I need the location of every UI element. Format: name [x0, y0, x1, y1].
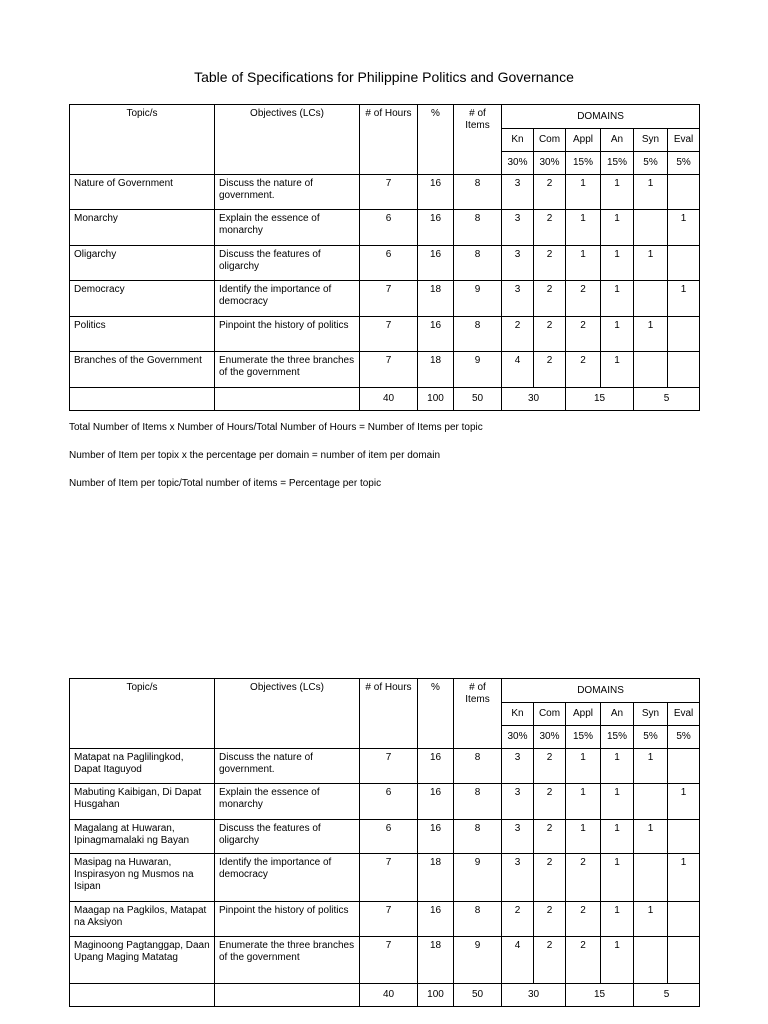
domain-name-cell: Appl	[566, 129, 601, 152]
hours-cell: 7	[360, 937, 418, 984]
items-cell: 8	[454, 317, 502, 352]
domain-value-cell: 2	[566, 902, 601, 937]
domain-value-cell: 1	[601, 210, 634, 246]
domain-value-cell: 3	[502, 854, 534, 902]
percent-header: %	[418, 105, 454, 175]
domain-value-cell: 4	[502, 352, 534, 388]
table-row	[70, 210, 700, 246]
percent-cell: 18	[418, 854, 454, 902]
topic-header: Topic/s	[70, 105, 215, 175]
domain-value-cell	[634, 210, 668, 246]
domain-value-cell: 1	[668, 281, 700, 317]
domain-value-cell: 1	[601, 854, 634, 902]
items-cell: 8	[454, 784, 502, 820]
formula-note-1: Total Number of Items x Number of Hours/Total Number of Hours = Number of Items per topic	[69, 422, 483, 433]
domain-value-cell: 1	[601, 317, 634, 352]
percent-cell: 16	[418, 317, 454, 352]
percent-cell: 16	[418, 902, 454, 937]
domain-percent-cell: 5%	[668, 152, 700, 175]
objectives-header: Objectives (LCs)	[215, 105, 360, 175]
totals-empty-cell	[70, 388, 215, 411]
domain-value-cell: 1	[601, 281, 634, 317]
domain-value-cell: 2	[534, 175, 566, 210]
domain-percent-cell: 15%	[601, 726, 634, 749]
total-items-cell: 50	[454, 388, 502, 411]
domain-value-cell	[634, 281, 668, 317]
domain-value-cell: 1	[668, 854, 700, 902]
topic-cell: Masipag na Huwaran, Inspirasyon ng Musmos na Isipan	[70, 854, 215, 902]
domain-value-cell: 2	[534, 317, 566, 352]
hours-header: # of Hours	[360, 105, 418, 175]
domain-value-cell: 2	[534, 749, 566, 784]
domain-value-cell: 2	[534, 784, 566, 820]
table-row	[70, 246, 700, 281]
domain-value-cell: 2	[534, 854, 566, 902]
items-cell: 8	[454, 210, 502, 246]
hours-cell: 7	[360, 317, 418, 352]
percent-cell: 18	[418, 937, 454, 984]
domain-value-cell	[634, 784, 668, 820]
percent-cell: 16	[418, 784, 454, 820]
objective-cell: Pinpoint the history of politics	[215, 902, 360, 937]
formula-note-2: Number of Item per topix x the percentage per domain = number of item per domain	[69, 450, 441, 461]
domain-value-cell: 2	[534, 246, 566, 281]
domain-value-cell: 1	[634, 902, 668, 937]
domain-name-cell: Eval	[668, 129, 700, 152]
domain-percent-cell: 30%	[534, 726, 566, 749]
objective-cell: Explain the essence of monarchy	[215, 784, 360, 820]
domain-value-cell: 1	[601, 820, 634, 854]
totals-empty-cell	[215, 388, 360, 411]
domain-value-cell: 1	[601, 175, 634, 210]
items-cell: 8	[454, 820, 502, 854]
domain-name-cell: Syn	[634, 703, 668, 726]
domain-percent-cell: 15%	[566, 152, 601, 175]
objective-cell: Discuss the nature of government.	[215, 749, 360, 784]
items-cell: 9	[454, 854, 502, 902]
header-row	[70, 105, 700, 129]
total-appl-an-cell: 15	[566, 984, 634, 1007]
domain-value-cell: 1	[634, 749, 668, 784]
total-items-cell: 50	[454, 984, 502, 1007]
specification-table-1	[69, 104, 700, 411]
topic-cell: Oligarchy	[70, 246, 215, 281]
table-row	[70, 820, 700, 854]
domain-value-cell: 1	[668, 784, 700, 820]
domain-value-cell: 1	[634, 820, 668, 854]
hours-cell: 7	[360, 175, 418, 210]
totals-row	[70, 388, 700, 411]
hours-cell: 7	[360, 854, 418, 902]
domain-value-cell: 3	[502, 175, 534, 210]
domain-value-cell	[634, 352, 668, 388]
topic-cell: Matapat na Paglilingkod, Dapat Itaguyod	[70, 749, 215, 784]
total-syn-eval-cell: 5	[634, 388, 700, 411]
total-percent-cell: 100	[418, 984, 454, 1007]
hours-header: # of Hours	[360, 679, 418, 749]
domain-value-cell: 4	[502, 937, 534, 984]
domain-percent-cell: 5%	[668, 726, 700, 749]
domain-name-cell: Eval	[668, 703, 700, 726]
domain-percent-cell: 15%	[566, 726, 601, 749]
table-row	[70, 854, 700, 902]
domain-value-cell	[634, 854, 668, 902]
domain-value-cell: 1	[601, 749, 634, 784]
domain-value-cell: 2	[534, 937, 566, 984]
domain-value-cell: 3	[502, 281, 534, 317]
total-kn-com-cell: 30	[502, 388, 566, 411]
domain-value-cell: 1	[601, 902, 634, 937]
domain-value-cell: 1	[566, 820, 601, 854]
table-row	[70, 175, 700, 210]
objective-cell: Explain the essence of monarchy	[215, 210, 360, 246]
domain-value-cell	[668, 317, 700, 352]
percent-cell: 18	[418, 281, 454, 317]
total-hours-cell: 40	[360, 984, 418, 1007]
domain-value-cell: 1	[566, 784, 601, 820]
domain-value-cell	[668, 352, 700, 388]
domain-value-cell: 3	[502, 246, 534, 281]
topic-cell: Maagap na Pagkilos, Matapat na Aksiyon	[70, 902, 215, 937]
domain-value-cell: 1	[601, 352, 634, 388]
formula-note-3: Number of Item per topic/Total number of items = Percentage per topic	[69, 478, 382, 489]
domain-value-cell: 1	[566, 210, 601, 246]
objective-cell: Enumerate the three branches of the government	[215, 352, 360, 388]
domain-value-cell: 2	[502, 902, 534, 937]
hours-cell: 6	[360, 246, 418, 281]
domain-percent-cell: 15%	[601, 152, 634, 175]
domain-value-cell	[634, 937, 668, 984]
objective-cell: Discuss the features of oligarchy	[215, 246, 360, 281]
objective-cell: Discuss the nature of government.	[215, 175, 360, 210]
objective-cell: Pinpoint the history of politics	[215, 317, 360, 352]
domain-name-cell: An	[601, 129, 634, 152]
table-row	[70, 281, 700, 317]
percent-header: %	[418, 679, 454, 749]
domain-value-cell: 2	[534, 210, 566, 246]
percent-cell: 16	[418, 820, 454, 854]
domain-value-cell: 2	[534, 820, 566, 854]
domain-percent-cell: 5%	[634, 152, 668, 175]
domain-value-cell: 1	[566, 749, 601, 784]
domain-value-cell	[668, 749, 700, 784]
domain-name-cell: Syn	[634, 129, 668, 152]
items-cell: 9	[454, 281, 502, 317]
total-kn-com-cell: 30	[502, 984, 566, 1007]
domain-value-cell	[668, 937, 700, 984]
domain-value-cell: 1	[566, 175, 601, 210]
topic-cell: Politics	[70, 317, 215, 352]
items-cell: 8	[454, 246, 502, 281]
specification-table-2	[69, 678, 700, 1007]
objective-cell: Discuss the features of oligarchy	[215, 820, 360, 854]
table-row	[70, 937, 700, 984]
domain-value-cell: 3	[502, 784, 534, 820]
percent-cell: 18	[418, 352, 454, 388]
table-row	[70, 784, 700, 820]
topic-cell: Democracy	[70, 281, 215, 317]
domain-value-cell: 2	[566, 352, 601, 388]
objective-cell: Identify the importance of democracy	[215, 281, 360, 317]
domain-value-cell: 2	[566, 281, 601, 317]
domains-header: DOMAINS	[502, 679, 700, 703]
items-header: # of Items	[454, 105, 502, 175]
domain-name-cell: Kn	[502, 129, 534, 152]
domain-value-cell: 2	[502, 317, 534, 352]
totals-row	[70, 984, 700, 1007]
totals-empty-cell	[215, 984, 360, 1007]
hours-cell: 7	[360, 281, 418, 317]
domain-percent-cell: 30%	[502, 726, 534, 749]
total-appl-an-cell: 15	[566, 388, 634, 411]
items-cell: 8	[454, 175, 502, 210]
domain-value-cell: 2	[534, 281, 566, 317]
domain-name-cell: An	[601, 703, 634, 726]
domain-value-cell	[668, 246, 700, 281]
domain-value-cell: 3	[502, 820, 534, 854]
domain-value-cell: 1	[601, 784, 634, 820]
items-cell: 8	[454, 902, 502, 937]
topic-header: Topic/s	[70, 679, 215, 749]
total-syn-eval-cell: 5	[634, 984, 700, 1007]
domain-value-cell: 1	[601, 937, 634, 984]
percent-cell: 16	[418, 210, 454, 246]
hours-cell: 7	[360, 749, 418, 784]
total-hours-cell: 40	[360, 388, 418, 411]
items-cell: 9	[454, 937, 502, 984]
percent-cell: 16	[418, 749, 454, 784]
objective-cell: Enumerate the three branches of the government	[215, 937, 360, 984]
domain-percent-cell: 30%	[502, 152, 534, 175]
header-row	[70, 679, 700, 703]
domain-name-cell: Com	[534, 703, 566, 726]
topic-cell: Magalang at Huwaran, Ipinagmamalaki ng Bayan	[70, 820, 215, 854]
domain-name-cell: Appl	[566, 703, 601, 726]
domains-header: DOMAINS	[502, 105, 700, 129]
domain-percent-cell: 5%	[634, 726, 668, 749]
domain-percent-cell: 30%	[534, 152, 566, 175]
percent-cell: 16	[418, 175, 454, 210]
domain-name-cell: Com	[534, 129, 566, 152]
domain-name-cell: Kn	[502, 703, 534, 726]
percent-cell: 16	[418, 246, 454, 281]
topic-cell: Monarchy	[70, 210, 215, 246]
topic-cell: Maginoong Pagtanggap, Daan Upang Maging Matatag	[70, 937, 215, 984]
objectives-header: Objectives (LCs)	[215, 679, 360, 749]
table-row	[70, 317, 700, 352]
domain-value-cell: 1	[601, 246, 634, 281]
domain-value-cell: 1	[634, 175, 668, 210]
totals-empty-cell	[70, 984, 215, 1007]
domain-value-cell: 3	[502, 210, 534, 246]
domain-value-cell: 3	[502, 749, 534, 784]
domain-value-cell: 1	[634, 317, 668, 352]
hours-cell: 6	[360, 784, 418, 820]
domain-value-cell: 1	[566, 246, 601, 281]
hours-cell: 7	[360, 352, 418, 388]
page-title: Table of Specifications for Philippine Politics and Governance	[194, 69, 574, 85]
domain-value-cell: 2	[566, 937, 601, 984]
domain-value-cell: 2	[566, 317, 601, 352]
domain-value-cell: 2	[534, 902, 566, 937]
domain-value-cell: 2	[534, 352, 566, 388]
domain-value-cell: 1	[668, 210, 700, 246]
total-percent-cell: 100	[418, 388, 454, 411]
domain-value-cell: 1	[634, 246, 668, 281]
domain-value-cell: 2	[566, 854, 601, 902]
domain-value-cell	[668, 175, 700, 210]
items-cell: 9	[454, 352, 502, 388]
topic-cell: Nature of Government	[70, 175, 215, 210]
hours-cell: 7	[360, 902, 418, 937]
table-row	[70, 352, 700, 388]
topic-cell: Branches of the Government	[70, 352, 215, 388]
hours-cell: 6	[360, 820, 418, 854]
domain-value-cell	[668, 820, 700, 854]
topic-cell: Mabuting Kaibigan, Di Dapat Husgahan	[70, 784, 215, 820]
domain-value-cell	[668, 902, 700, 937]
items-header: # of Items	[454, 679, 502, 749]
table-row	[70, 902, 700, 937]
hours-cell: 6	[360, 210, 418, 246]
objective-cell: Identify the importance of democracy	[215, 854, 360, 902]
table-row	[70, 749, 700, 784]
items-cell: 8	[454, 749, 502, 784]
